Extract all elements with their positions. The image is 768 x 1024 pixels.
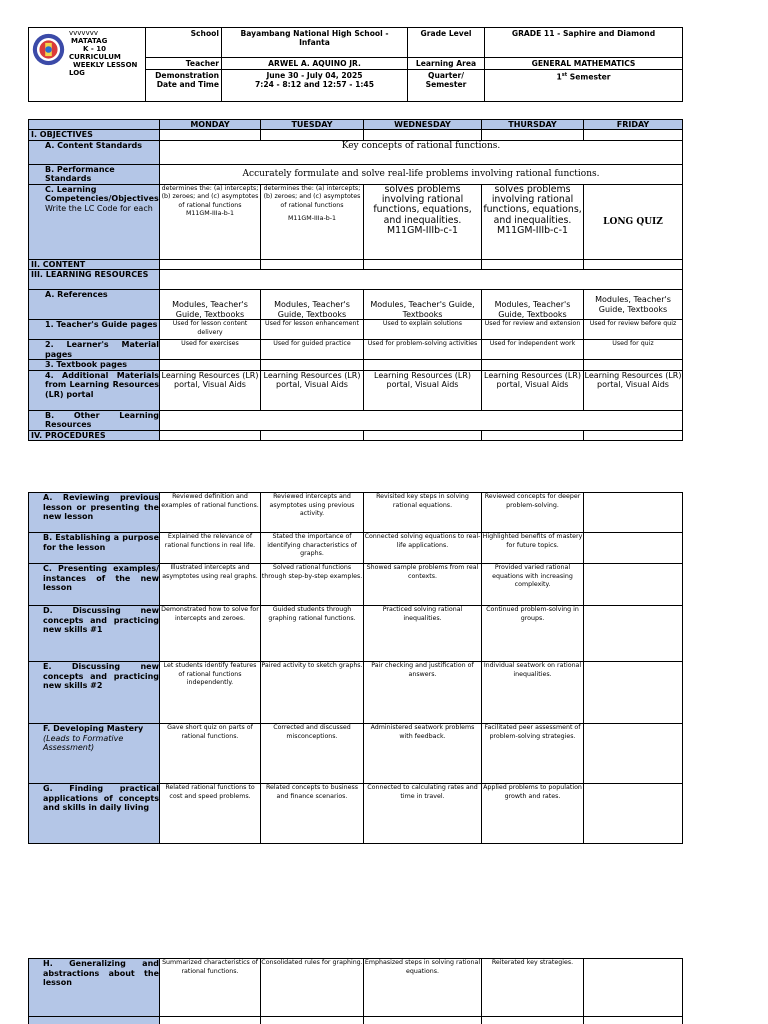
procedure-c-tuesday: Solved rational functions through step-by-step examples. [261,564,364,606]
procedure-a-label: A. Reviewing previous lesson or presenting the new lesson [29,493,160,533]
logo-line-5: LOG [69,69,85,77]
reference-tuesday: Modules, Teacher's Guide, Textbooks [261,290,364,320]
procedure-row-f [29,724,683,784]
deped-seal-icon [32,33,65,66]
area-value: GENERAL MATHEMATICS [485,58,683,70]
procedure-g-friday [584,784,683,844]
grade-value: GRADE 11 - Saphire and Diamond [485,28,683,58]
procedure-b-monday: Explained the relevance of rational functions in real life. [160,533,261,564]
quarter-number: 1 [556,72,562,82]
procedures-table-continued [28,958,683,1024]
learners-material-monday: Used for exercises [160,340,261,360]
reference-monday: Modules, Teacher's Guide, Textbooks [160,290,261,320]
teachers-guide-thursday: Used for review and extension [482,320,584,340]
procedure-g-thursday: Applied problems to population growth and rates. [482,784,584,844]
procedure-g-label: G. Finding practical applications of concepts and skills in daily living [29,784,160,844]
content-label: II. CONTENT [29,259,160,270]
procedure-h-tuesday: Consolidated rules for graphing. [261,959,364,1017]
teachers-guide-wednesday: Used to explain solutions [364,320,482,340]
procedure-b-tuesday: Stated the importance of identifying characteristics of graphs. [261,533,364,564]
procedure-h-label: H. Generalizing and abstractions about the lesson [29,959,160,1017]
quarter-semester: Semester [569,72,611,82]
procedure-h-monday: Summarized characteristics of rational functions. [160,959,261,1017]
competencies-label: C. Learning Competencies/Objectives [45,184,159,203]
procedure-e-monday: Let students identify features of rational functions independently. [160,662,261,724]
competency-thursday [482,184,584,259]
procedure-g-wednesday: Connected to calculating rates and time in travel. [364,784,482,844]
reference-friday: Modules, Teacher's Guide, Textbooks [584,290,683,320]
quarter-value [485,70,683,102]
procedure-f-cell [29,724,160,784]
learning-resources-title: III. LEARNING RESOURCES [29,270,160,290]
logo-line-1: MATATAG [71,37,108,45]
procedure-f-label: F. Developing Mastery [43,724,144,733]
additional-friday: Learning Resources (LR) portal, Visual Aids [584,370,683,410]
competency-tuesday-text: determines the: (a) intercepts; (b) zeroes; and (c) asymptotes of rational functions [263,184,361,209]
procedure-c-label: C. Presenting examples/ instances of the new lesson [29,564,160,606]
procedure-e-wednesday: Pair checking and justification of answers. [364,662,482,724]
competency-wednesday-text: solves problems involving rational functions, equations, and inequalities. [373,184,472,226]
procedure-c-monday: Illustrated intercepts and asymptotes using real graphs. [160,564,261,606]
additional-tuesday: Learning Resources (LR) portal, Visual Aids [261,370,364,410]
procedure-d-label: D. Discussing new concepts and practicing new skills #1 [29,606,160,662]
procedure-d-thursday: Continued problem-solving in groups. [482,606,584,662]
teacher-value: ARWEL A. AQUINO JR. [222,58,408,70]
procedures-title: IV. PROCEDURES [29,430,160,441]
competency-tuesday-code: M11GM-IIIa-b-1 [287,215,336,223]
day-header-monday: MONDAY [160,120,261,130]
textbook-pages-label: 3. Textbook pages [29,360,160,371]
procedure-b-label: B. Establishing a purpose for the lesson [29,533,160,564]
learners-material-tuesday: Used for guided practice [261,340,364,360]
day-header-wednesday: WEDNESDAY [364,120,482,130]
teacher-label: Teacher [146,58,222,70]
performance-standards-label: B. Performance Standards [29,164,160,184]
logo-line-4: WEEKLY LESSON [73,61,138,69]
school-label: School [146,28,222,58]
learners-material-wednesday: Used for problem-solving activities [364,340,482,360]
procedure-b-friday [584,533,683,564]
procedure-next-label [29,1017,160,1024]
competency-thursday-text: solves problems involving rational functions, equations, and inequalities. [483,184,582,226]
competency-wednesday-code: M11GM-IIIb-c-1 [387,225,458,237]
procedure-row-g [29,784,683,844]
procedure-f-wednesday: Administered seatwork problems with feedback. [364,724,482,784]
competency-friday: LONG QUIZ [584,184,683,259]
procedure-row-b [29,533,683,564]
procedure-c-friday [584,564,683,606]
procedure-e-friday [584,662,683,724]
procedure-b-wednesday: Connected solving equations to real-life applications. [364,533,482,564]
procedure-h-friday [584,959,683,1017]
logo-text [69,29,146,77]
competency-wednesday [364,184,482,259]
procedure-d-friday [584,606,683,662]
procedure-row-e [29,662,683,724]
learners-material-thursday: Used for independent work [482,340,584,360]
day-header-thursday: THURSDAY [482,120,584,130]
learners-material-friday: Used for quiz [584,340,683,360]
logo-cell [29,28,146,102]
procedure-a-friday [584,493,683,533]
procedure-h-wednesday: Emphasized steps in solving rational equations. [364,959,482,1017]
competency-monday-code: M11GM-IIIa-b-1 [185,210,234,218]
additional-materials-label: 4. Additional Materials from Learning Resources (LR) portal [29,370,160,410]
procedure-h-thursday: Reiterated key strategies. [482,959,584,1017]
reference-thursday: Modules, Teacher's Guide, Textbooks [482,290,584,320]
procedure-a-monday: Reviewed definition and examples of rational functions. [160,493,261,533]
procedure-g-tuesday: Related concepts to business and finance scenarios. [261,784,364,844]
procedure-row-h [29,959,683,1017]
procedure-a-thursday: Reviewed concepts for deeper problem-solving. [482,493,584,533]
competency-monday [160,184,261,259]
procedure-f-tuesday: Corrected and discussed misconceptions. [261,724,364,784]
procedure-b-thursday: Highlighted benefits of mastery for future topics. [482,533,584,564]
objectives-table [28,119,683,441]
additional-wednesday: Learning Resources (LR) portal, Visual Aids [364,370,482,410]
competencies-note: Write the LC Code for each [45,203,153,213]
procedure-a-tuesday: Reviewed intercepts and asymptotes using previous activity. [261,493,364,533]
teachers-guide-friday: Used for review before quiz [584,320,683,340]
logo-line-2: K - 10 [83,45,106,53]
date-value-line-2: 7:24 - 8:12 and 12:57 - 1:45 [255,80,374,89]
procedure-row-a [29,493,683,533]
page-bottom-clip [0,958,768,1024]
procedure-g-monday: Related rational functions to cost and speed problems. [160,784,261,844]
quarter-suffix: st [561,72,568,78]
logo-line-3: CURRICULUM [69,53,121,61]
corner-cell [29,120,160,130]
school-value: Bayambang National High School - Infanta [222,28,408,58]
area-label: Learning Area [408,58,485,70]
competency-monday-text: determines the: (a) intercepts; (b) zeroes; and (c) asymptotes of rational functions [161,184,259,209]
content-standards-value: Key concepts of rational functions. [160,140,683,164]
date-value-line-1: June 30 - July 04, 2025 [266,71,363,80]
date-label: Demonstration Date and Time [146,70,222,102]
procedure-e-label: E. Discussing new concepts and practicing new skills #2 [29,662,160,724]
content-standards-label: A. Content Standards [29,140,160,164]
competency-thursday-code: M11GM-IIIb-c-1 [497,225,568,237]
day-header-tuesday: TUESDAY [261,120,364,130]
competency-tuesday [261,184,364,259]
teachers-guide-tuesday: Used for lesson enhancement [261,320,364,340]
procedure-row-next [29,1017,683,1024]
references-label: A. References [29,290,160,320]
procedure-a-wednesday: Revisited key steps in solving rational equations. [364,493,482,533]
additional-monday: Learning Resources (LR) portal, Visual Aids [160,370,261,410]
competencies-cell [29,184,160,259]
additional-thursday: Learning Resources (LR) portal, Visual Aids [482,370,584,410]
procedure-row-d [29,606,683,662]
procedure-f-friday [584,724,683,784]
procedure-c-thursday: Provided varied rational equations with increasing complexity. [482,564,584,606]
procedures-table [28,492,683,844]
procedure-d-monday: Demonstrated how to solve for intercepts and zeroes. [160,606,261,662]
objectives-title: I. OBJECTIVES [29,130,160,141]
procedure-f-sublabel: (Leads to Formative Assessment) [43,733,124,752]
header-table [28,27,683,102]
procedure-e-tuesday: Paired activity to sketch graphs. [261,662,364,724]
teachers-guide-label: 1. Teacher's Guide pages [29,320,160,340]
teachers-guide-monday: Used for lesson content delivery [160,320,261,340]
procedure-d-wednesday: Practiced solving rational inequalities. [364,606,482,662]
procedure-f-monday: Gave short quiz on parts of rational functions. [160,724,261,784]
procedure-c-wednesday: Showed sample problems from real contexts. [364,564,482,606]
procedure-f-thursday: Facilitated peer assessment of problem-solving strategies. [482,724,584,784]
procedure-d-tuesday: Guided students through graphing rational functions. [261,606,364,662]
reference-wednesday: Modules, Teacher's Guide, Textbooks [364,290,482,320]
procedure-e-thursday: Individual seatwork on rational inequalities. [482,662,584,724]
grade-label: Grade Level [408,28,485,58]
performance-standards-value: Accurately formulate and solve real-life problems involving rational functions. [160,164,683,184]
other-resources-label: B. Other Learning Resources [29,410,160,430]
learners-material-label: 2. Learner's Material pages [29,340,160,360]
date-value [222,70,408,102]
procedure-row-c [29,564,683,606]
logo-top-text: vvvvvvv [69,29,98,37]
day-header-friday: FRIDAY [584,120,683,130]
quarter-label: Quarter/ Semester [408,70,485,102]
